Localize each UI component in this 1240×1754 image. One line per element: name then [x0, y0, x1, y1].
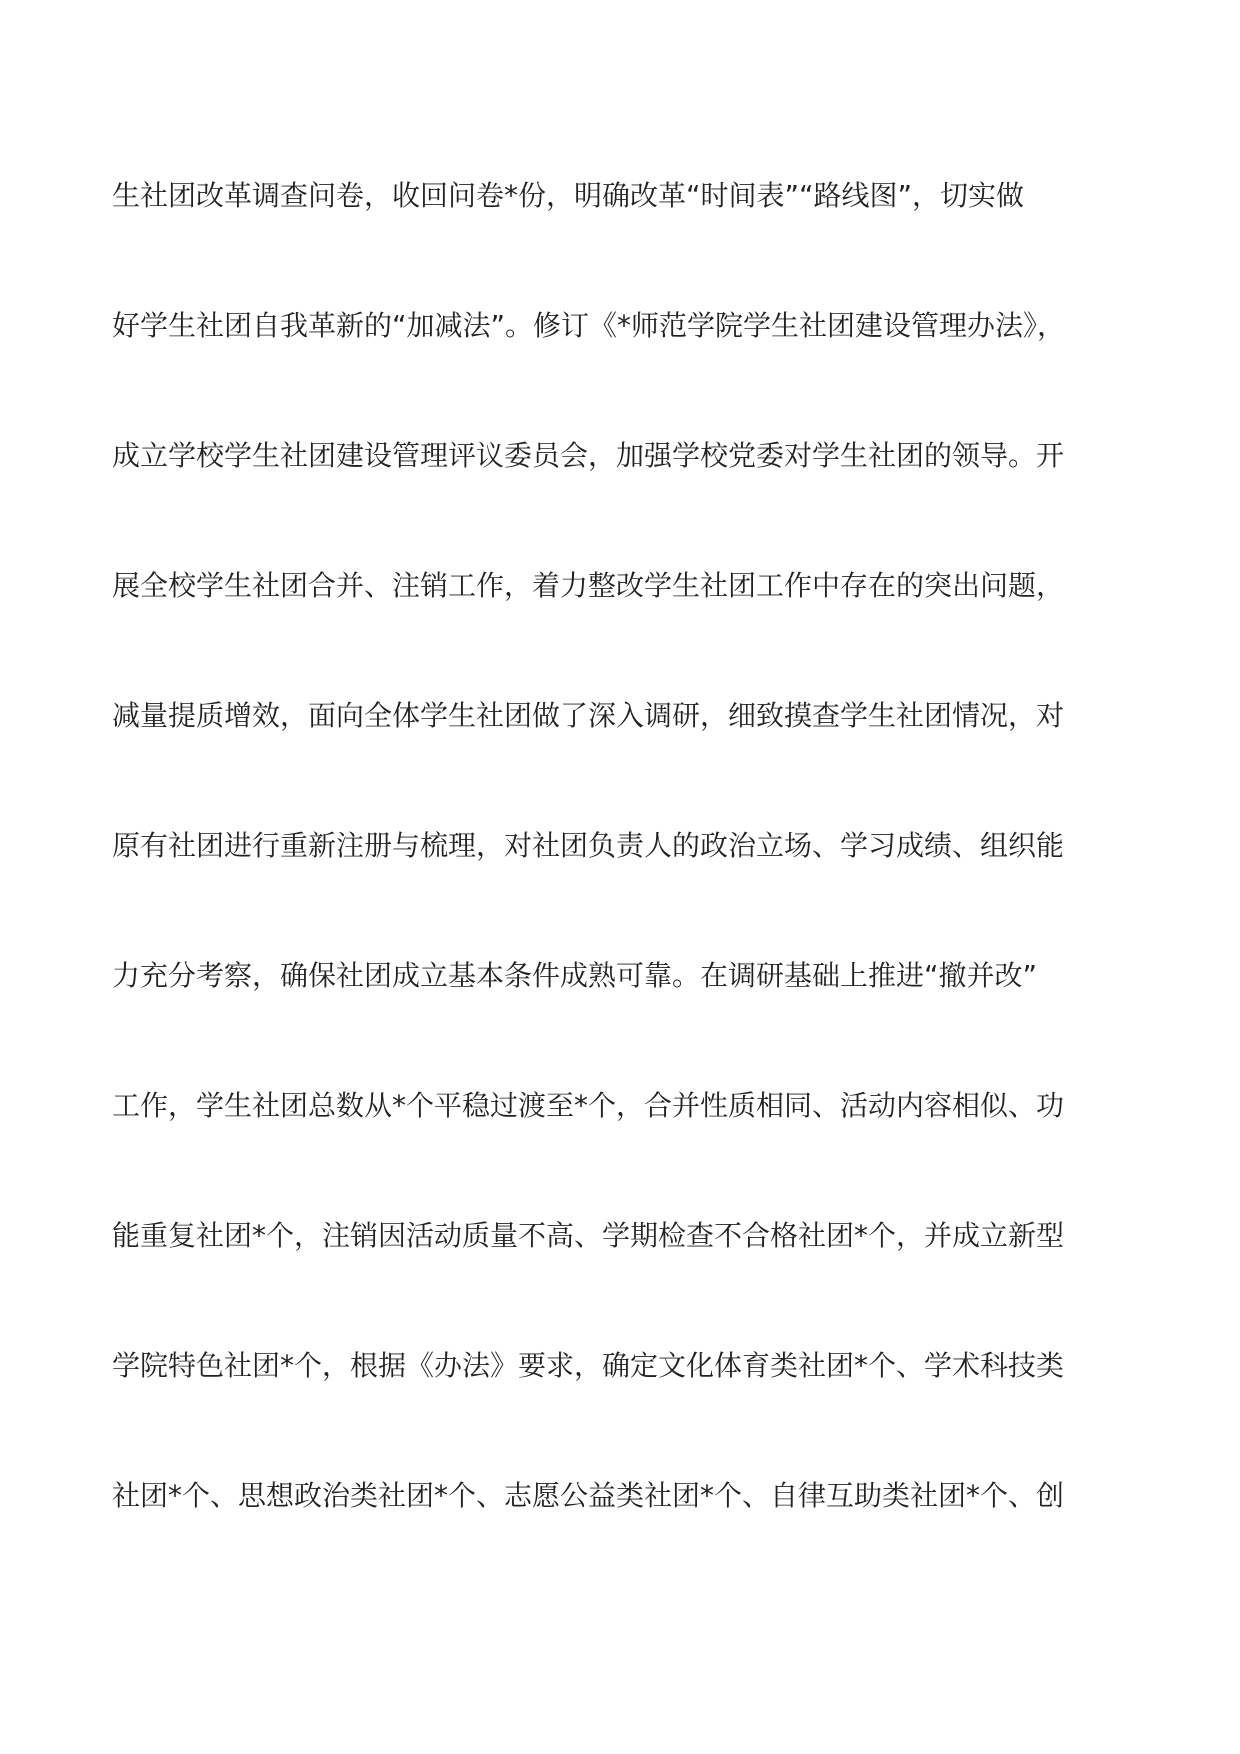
paragraph-line: 减量提质增效，面向全体学生社团做了深入调研，细致摸查学生社团情况，对	[112, 699, 1065, 732]
paragraph-line: 好学生社团自我革新的“加减法”。修订《*师范学院学生社团建设管理办法》，	[112, 309, 1066, 342]
paragraph-line: 原有社团进行重新注册与梳理，对社团负责人的政治立场、学习成绩、组织能	[112, 829, 1065, 862]
paragraph-line: 展全校学生社团合并、注销工作，着力整改学生社团工作中存在的突出问题，	[112, 569, 1065, 602]
paragraph-line: 能重复社团*个，注销因活动质量不高、学期检查不合格社团*个，并成立新型	[112, 1219, 1065, 1252]
paragraph-line: 社团*个、思想政治类社团*个、志愿公益类社团*个、自律互助类社团*个、创	[112, 1479, 1065, 1512]
paragraph-line: 力充分考察，确保社团成立基本条件成熟可靠。在调研基础上推进“撤并改”	[112, 959, 1038, 992]
paragraph-line: 学院特色社团*个，根据《办法》要求，确定文化体育类社团*个、学术科技类	[112, 1349, 1065, 1382]
paragraph-line: 生社团改革调查问卷，收回问卷*份，明确改革“时间表”“路线图”，切实做	[112, 179, 1025, 212]
paragraph-line: 工作，学生社团总数从*个平稳过渡至*个，合并性质相同、活动内容相似、功	[112, 1089, 1065, 1122]
paragraph-line: 成立学校学生社团建设管理评议委员会，加强学校党委对学生社团的领导。开	[112, 439, 1065, 472]
